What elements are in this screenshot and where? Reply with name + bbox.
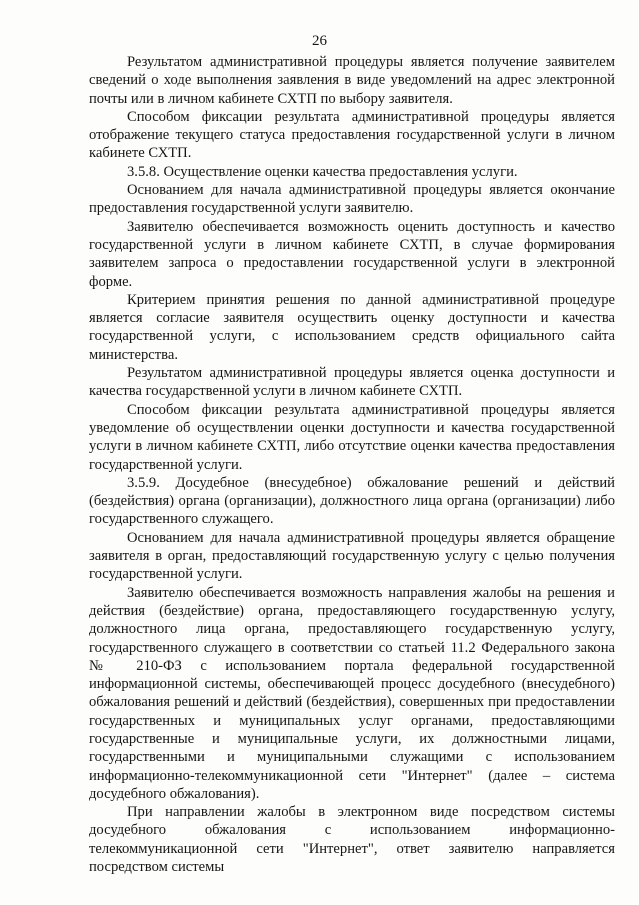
document-body — [89, 53, 615, 876]
paragraph-complaint-possibility: Заявителю обеспечивается возможность направления жалобы на решения и действия (бездействие) органа, предоставляющего государственную услугу, должностного лица органа, предоставляющего государственную услугу, государственного служащего в соответствии со статьей 11.2 Федерального закона № 210-ФЗ с использованием портала федеральной государственной информационной системы, обеспечивающей процесс досудебного (внесудебного) обжалования решений и действий (бездействия), совершенных при предоставлении государственных и муниципальных услуг органами, предоставляющими государственные и муниципальные услуги, их должностными лицами, государственными и муниципальными служащими с использованием информационно-телекоммуникационной сети "Интернет" (далее – система досудебного обжалования). — [89, 584, 615, 802]
page-number: 26 — [312, 33, 327, 49]
section-heading-3-5-8: 3.5.8. Осуществление оценки качества предоставления услуги. — [127, 163, 518, 180]
paragraph-result-evaluation: Результатом административной процедуры является оценка доступности и качества государственной услуги в личном кабинете СХТП. — [89, 365, 615, 400]
section-heading-3-5-9: 3.5.9. Досудебное (внесудебное) обжалование решений и действий (бездействия) органа (организации), должностного лица органа (организации) либо государственного служащего. — [89, 474, 615, 528]
paragraph-result-status: Результатом административной процедуры является получение заявителем сведений о ходе выполнения заявления в виде уведомлений на адрес электронной почты или в личном кабинете СХТП по выбору заявителя. — [89, 54, 615, 107]
paragraph-fixation-evaluation: Способом фиксации результата административной процедуры является уведомление об осуществлении оценки доступности и качества государственной услуги в личном кабинете СХТП, либо отсутствие оценки качества предоставления государственной услуги. — [89, 401, 615, 473]
paragraph-fixation-status: Способом фиксации результата административной процедуры является отображение текущего статуса предоставления государственной услуги в личном кабинете СХТП. — [89, 108, 615, 162]
paragraph-electronic-complaint: При направлении жалобы в электронном виде посредством системы досудебного обжалования с использованием информационно-телекоммуникационной сети "Интернет", ответ заявителю направляется посредством системы — [89, 804, 615, 876]
paragraph-evaluation-possibility: Заявителю обеспечивается возможность оценить доступность и качество государственной услуги в личном кабинете СХТП, в случае формирования заявителем запроса о предоставлении государственной услуги в электронной форме. — [89, 218, 615, 290]
paragraph-decision-criterion: Критерием принятия решения по данной административной процедуре является согласие заявителя осуществить оценку доступности и качества государственной услуги, с использованием средств официального сайта министерства. — [89, 291, 615, 363]
paragraph-basis-evaluation: Основанием для начала административной процедуры является окончание предоставления государственной услуги заявителю. — [89, 182, 615, 217]
paragraph-basis-appeal: Основанием для начала административной процедуры является обращение заявителя в орган, предоставляющий государственную услугу с целью получения государственной услуги. — [89, 529, 615, 583]
